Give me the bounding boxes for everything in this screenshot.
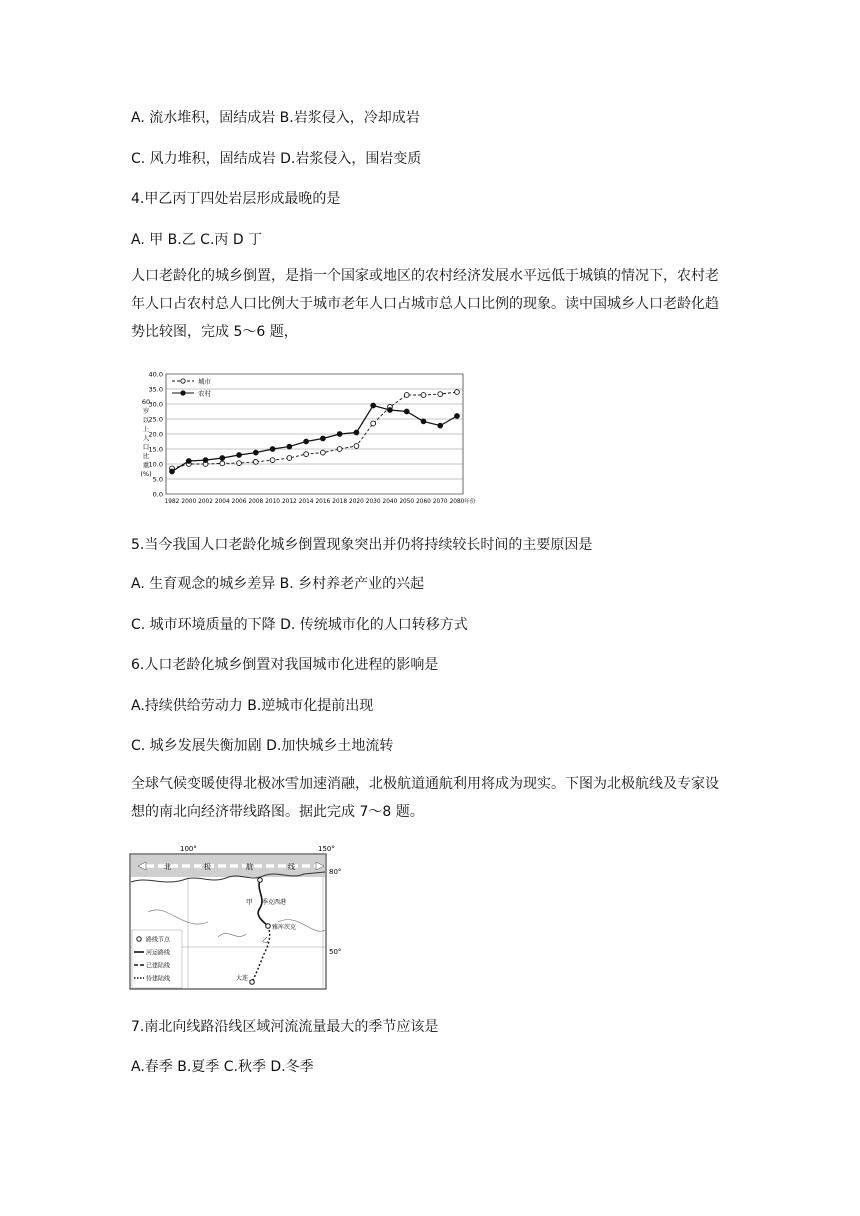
data-point-rural	[320, 436, 325, 441]
data-point-rural	[253, 450, 258, 455]
x-tick-label: 2012	[281, 499, 297, 505]
question-4: 4.甲乙丙丁四处岩层形成最晚的是	[131, 191, 341, 207]
data-point-rural	[186, 459, 191, 464]
legend-label: 农村	[198, 389, 211, 398]
data-point-urban	[287, 456, 292, 461]
x-tick-label: 2050	[399, 499, 415, 505]
data-point-urban	[438, 392, 443, 397]
legend-label: 已建陆线	[146, 962, 171, 970]
data-point-urban	[421, 393, 426, 398]
x-tick-label: 2020	[349, 499, 364, 505]
y-tick-label: 35.0	[148, 385, 163, 394]
data-point-rural	[455, 414, 460, 419]
q4-options: A. 甲 B.乙 C.丙 D 丁	[131, 232, 263, 248]
data-point-urban	[220, 461, 225, 466]
y-tick-label: 30.0	[148, 400, 163, 409]
y-axis-label: 比	[142, 452, 150, 460]
legend-label: 河运路线	[146, 949, 171, 957]
route-node	[266, 924, 271, 929]
route-label: 航	[246, 863, 253, 871]
data-point-rural	[270, 447, 275, 452]
chart-svg	[128, 368, 480, 508]
data-point-urban	[354, 444, 359, 449]
y-axis-label: 人	[142, 434, 150, 442]
route-label: 极	[204, 863, 211, 871]
x-tick-label: 2018	[332, 499, 348, 505]
route-node	[250, 980, 255, 985]
series-line-rural	[172, 406, 457, 472]
question-7: 7.南北向线路沿线区域河流流量最大的季节应该是	[131, 1019, 439, 1035]
q5-options-ab: A. 生育观念的城乡差异 B. 乡村养老产业的兴起	[131, 576, 425, 592]
y-tick-label: 20.0	[148, 430, 163, 439]
x-tick-label: 2014	[298, 499, 314, 505]
data-point-urban	[404, 393, 409, 398]
y-axis-label: (%)	[140, 470, 152, 478]
y-tick-label: 0.0	[152, 490, 163, 499]
x-tick-label: 2080	[449, 499, 465, 505]
q5-options-cd: C. 城市环境质量的下降 D. 传统城市化的人口转移方式	[131, 617, 468, 633]
map-legend	[132, 930, 182, 988]
y-axis-label: 60	[141, 398, 151, 406]
data-point-rural	[421, 419, 426, 424]
route-label: 线	[288, 863, 295, 871]
q3-options-cd: C. 风力堆积，固结成岩 D.岩浆侵入，围岩变质	[131, 151, 422, 167]
lat-label: 80°	[329, 868, 342, 876]
data-point-urban	[455, 390, 460, 395]
data-point-urban	[337, 447, 342, 452]
x-tick-label: 2030	[365, 499, 381, 505]
legend-label: 城市	[198, 377, 211, 386]
q6-options-cd: C. 城乡发展失衡加剧 D.加快城乡土地流转	[131, 738, 394, 754]
y-axis-label: 上	[142, 425, 150, 433]
data-point-rural	[388, 408, 393, 413]
data-point-rural	[354, 430, 359, 435]
data-point-urban	[237, 461, 242, 466]
map-svg	[128, 842, 343, 992]
data-point-rural	[203, 458, 208, 463]
x-tick-label: 2070	[432, 499, 448, 505]
data-point-urban	[270, 458, 275, 463]
lat-label: 50°	[329, 948, 342, 956]
data-point-rural	[287, 444, 292, 449]
data-point-rural	[371, 403, 376, 408]
y-tick-label: 5.0	[152, 475, 163, 484]
y-axis-label: 重	[142, 461, 150, 469]
x-axis-unit: 年份	[464, 499, 476, 505]
x-tick-label: 1982	[164, 499, 180, 505]
y-axis-label: 口	[142, 443, 150, 451]
data-point-rural	[237, 453, 242, 458]
passage-aging: 人口老龄化的城乡倒置，是指一个国家或地区的农村经济发展水平远低于城镇的情况下，农村老年人口占农村总人口比例大于城市老年人口占城市总人口比例的现象。读中国城乡人口老龄化趋势比较图，完成 5～6 题，	[131, 268, 719, 340]
x-tick-label: 2040	[382, 499, 398, 505]
data-point-rural	[220, 456, 225, 461]
lon-label: 100°	[180, 845, 197, 853]
q7-options: A.春季 B.夏季 C.秋季 D.冬季	[131, 1059, 314, 1075]
lon-label: 150°	[318, 845, 335, 853]
x-tick-label: 2016	[315, 499, 331, 505]
data-point-rural	[438, 423, 443, 428]
data-point-urban	[253, 460, 258, 465]
question-6: 6.人口老龄化城乡倒置对我国城市化进程的影响是	[131, 657, 439, 673]
data-point-rural	[337, 432, 342, 437]
y-tick-label: 10.0	[148, 460, 163, 469]
passage-arctic: 全球气候变暖使得北极冰雪加速消融，北极航道通航利用将成为现实。下图为北极航线及专家设想的南北向经济带线路图。据此完成 7～8 题。	[131, 776, 719, 820]
data-point-urban	[371, 421, 376, 426]
x-tick-label: 2004	[214, 499, 230, 505]
y-axis-label: 以	[142, 416, 150, 424]
y-tick-label: 25.0	[148, 415, 163, 424]
data-point-rural	[304, 439, 309, 444]
data-point-urban	[320, 450, 325, 455]
data-point-urban	[304, 452, 309, 457]
aging-trend-chart	[128, 368, 480, 508]
x-tick-label: 2000	[181, 499, 197, 505]
x-tick-label: 2008	[248, 499, 264, 505]
y-tick-label: 40.0	[148, 370, 163, 379]
series-line-urban	[172, 392, 457, 469]
q6-options-ab: A.持续供给劳动力 B.逆城市化提前出现	[131, 698, 374, 714]
y-tick-label: 15.0	[148, 445, 163, 454]
data-point-rural	[404, 409, 409, 414]
place-label: 乙	[262, 936, 269, 944]
legend-label: 路线节点	[146, 936, 171, 944]
place-label: 季克西港	[262, 899, 287, 906]
place-label: 大连	[236, 975, 249, 982]
y-axis-label: 岁	[142, 407, 150, 415]
data-point-rural	[170, 469, 175, 474]
place-label: 甲	[246, 898, 253, 906]
place-label: 雅库茨克	[272, 924, 297, 931]
x-tick-label: 2010	[265, 499, 280, 505]
legend-marker	[181, 379, 185, 383]
q3-options-ab: A. 流水堆积，固结成岩 B.岩浆侵入，冷却成岩	[131, 110, 420, 126]
route-label: 北	[164, 863, 171, 871]
x-tick-label: 2006	[231, 499, 247, 505]
question-5: 5.当今我国人口老龄化城乡倒置现象突出并仍将持续较长时间的主要原因是	[131, 537, 593, 553]
route-node	[258, 878, 263, 883]
x-tick-label: 2060	[416, 499, 431, 505]
legend-marker	[181, 391, 185, 395]
arctic-route-map	[128, 842, 343, 992]
x-tick-label: 2002	[198, 499, 213, 505]
legend-label: 待建陆线	[146, 975, 171, 983]
